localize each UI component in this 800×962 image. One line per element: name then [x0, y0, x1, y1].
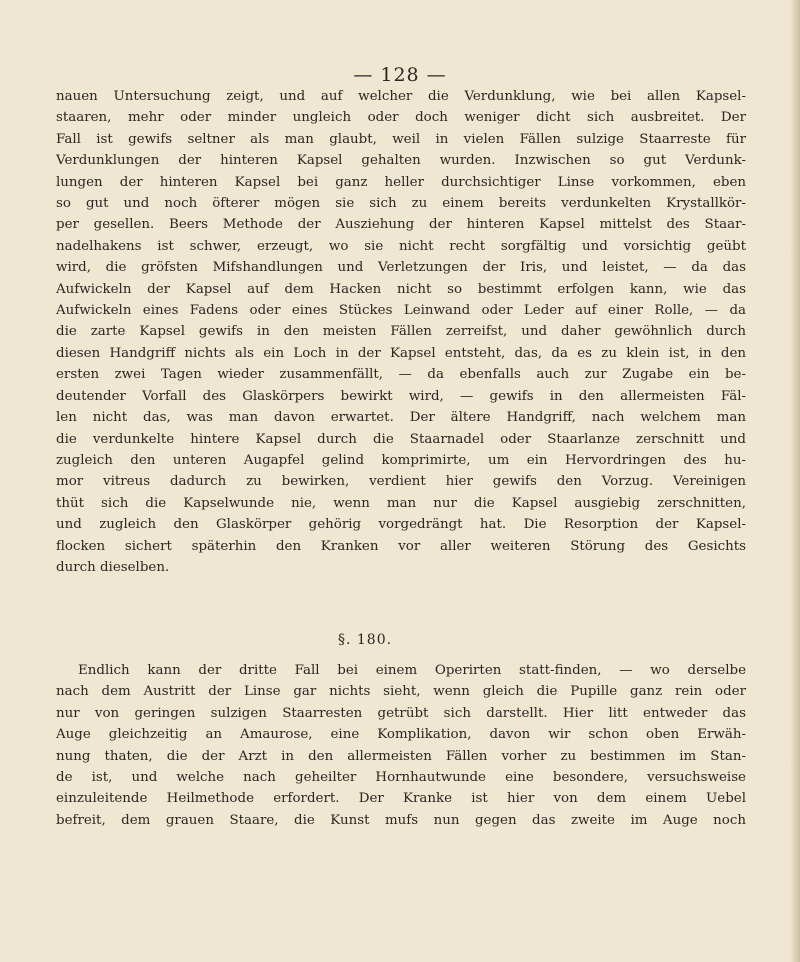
- text-line: nach dem Austritt der Linse gar nichts sieht, wenn gleich die Pupille ganz rein oder: [56, 684, 746, 700]
- text-line: de ist, und welche nach geheilter Hornhautwunde eine besondere, versuchsweise: [56, 770, 746, 786]
- text-line: nung thaten, die der Arzt in den allermeisten Fällen vorher zu bestimmen im Stan-: [56, 748, 746, 764]
- text-line: staaren, mehr oder minder ungleich oder doch weniger dicht sich ausbreitet. Der: [56, 110, 746, 126]
- text-line: nadelhakens ist schwer, erzeugt, wo sie nicht recht sorgfältig und vorsichtig geübt: [56, 238, 746, 254]
- text-line: Fall ist gewifs seltner als man glaubt, weil in vielen Fällen sulzige Staarreste für: [56, 131, 746, 147]
- text-line: mor vitreus dadurch zu bewirken, verdient hier gewifs den Vorzug. Vereinigen: [56, 474, 746, 490]
- text-line: die zarte Kapsel gewifs in den meisten Fällen zerreifst, und daher gewöhnlich durch: [56, 324, 746, 340]
- section-heading: §. 180.: [338, 632, 393, 648]
- text-line: flocken sichert späterhin den Kranken vor aller weiteren Störung des Gesichts: [56, 538, 746, 554]
- text-line: einzuleitende Heilmethode erfordert. Der Kranke ist hier von dem einem Uebel: [56, 791, 746, 807]
- text-line: befreit, dem grauen Staare, die Kunst mufs nun gegen das zweite im Auge noch: [56, 812, 746, 828]
- text-line: nur von geringen sulzigen Staarresten getrübt sich darstellt. Hier litt entweder das: [56, 705, 746, 721]
- text-line: nauen Untersuchung zeigt, und auf welcher die Verdunklung, wie bei allen Kapsel-: [56, 89, 746, 104]
- text-line: ersten zwei Tagen wieder zusammenfällt, — da ebenfalls auch zur Zugabe ein be-: [56, 367, 746, 383]
- text-line: diesen Handgriff nichts als ein Loch in der Kapsel entsteht, das, da es zu klein ist, in den: [56, 345, 746, 361]
- text-line: Aufwickeln eines Fadens oder eines Stückes Leinwand oder Leder auf einer Rolle, — da: [56, 303, 746, 319]
- text-line: Verdunklungen der hinteren Kapsel gehalten wurden. Inzwischen so gut Verdunk-: [56, 153, 746, 169]
- text-line: durch dieselben.: [56, 559, 170, 575]
- paragraph-1: [56, 86, 746, 578]
- text-line: und zugleich den Glaskörper gehörig vorgedrängt hat. Die Resorption der Kapsel-: [56, 517, 746, 533]
- page-edge-shadow: [790, 0, 800, 962]
- text-line: die verdunkelte hintere Kapsel durch die Staarnadel oder Staarlanze zerschnitt und: [56, 431, 746, 447]
- page-number: — 128 —: [353, 64, 447, 86]
- paragraph-2: [56, 660, 746, 831]
- text-line: thüt sich die Kapselwunde nie, wenn man nur die Kapsel ausgiebig zerschnitten,: [56, 495, 746, 511]
- text-line: Auge gleichzeitig an Amaurose, eine Komplikation, davon wir schon oben Erwäh-: [56, 727, 746, 743]
- text-line: len nicht das, was man davon erwartet. Der ältere Handgriff, nach welchem man: [56, 410, 746, 426]
- text-line: Aufwickeln der Kapsel auf dem Hacken nicht so bestimmt erfolgen kann, wie das: [56, 281, 746, 297]
- text-line: per gesellen. Beers Methode der Ausziehung der hinteren Kapsel mittelst des Staar-: [56, 217, 746, 233]
- text-line: Endlich kann der dritte Fall bei einem Operirten statt-finden, — wo derselbe: [78, 663, 746, 678]
- text-line: wird, die gröfsten Mifshandlungen und Verletzungen der Iris, und leistet, — da das: [56, 260, 746, 276]
- text-line: so gut und noch öfterer mögen sie sich zu einem bereits verdunkelten Krystallkör-: [56, 196, 746, 212]
- text-line: lungen der hinteren Kapsel bei ganz heller durchsichtiger Linse vorkommen, eben: [56, 174, 746, 190]
- text-line: zugleich den unteren Augapfel gelind komprimirte, um ein Hervordringen des hu-: [56, 452, 746, 468]
- text-line: deutender Vorfall des Glaskörpers bewirkt wird, — gewifs in den allermeisten Fäl-: [56, 388, 746, 404]
